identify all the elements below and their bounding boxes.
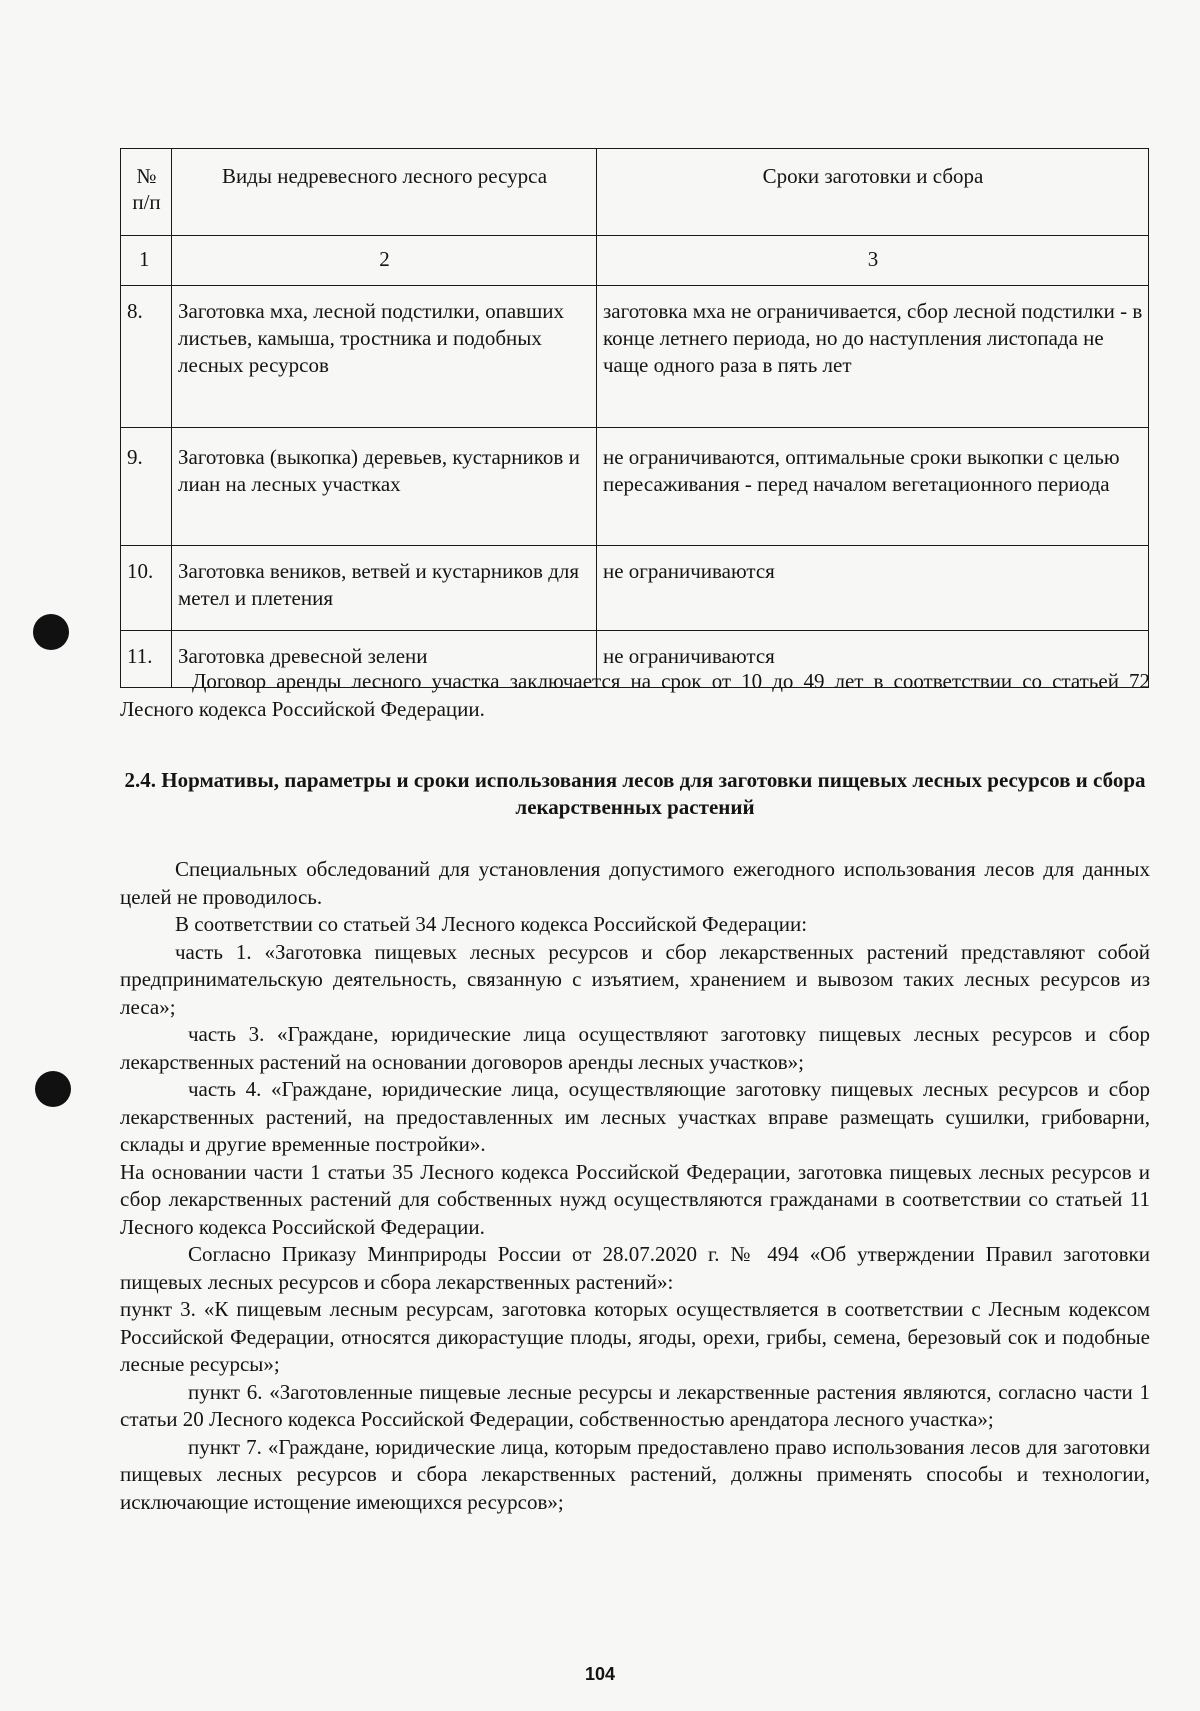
forest-resources-table xyxy=(120,148,1149,688)
row-terms: не ограничиваются xyxy=(597,631,1149,688)
row-resource: Заготовка веников, ветвей и кустарников для метел и плетения xyxy=(172,546,597,631)
section-body xyxy=(120,856,1150,1516)
table-row xyxy=(121,546,1149,631)
body-paragraph: пункт 3. «К пищевым лесным ресурсам, заготовка которых осуществляется в соответствии с Лесным кодексом Российской Федерации, относятся дикорастущие плоды, ягоды, орехи, грибы, семена, березовый сок и подобные лесные ресурсы»; xyxy=(120,1297,1150,1376)
row-terms: не ограничиваются xyxy=(597,546,1149,631)
table-row xyxy=(121,286,1149,428)
row-resource: Заготовка мха, лесной подстилки, опавших листьев, камыша, тростника и подобных лесных ресурсов xyxy=(172,286,597,428)
body-paragraph: пункт 6. «Заготовленные пищевые лесные ресурсы и лекарственные растения являются, согласно части 1 статьи 20 Лесного кодекса Российской Федерации, собственностью арендатора лесного участка»; xyxy=(120,1379,1150,1431)
table-index-row xyxy=(121,236,1149,286)
punch-hole-top xyxy=(33,614,69,650)
row-number: 8. xyxy=(121,286,172,428)
header-resource-type: Виды недревесного лесного ресурса xyxy=(172,149,597,236)
lease-term-paragraph: Договор аренды лесного участка заключается на срок от 10 до 49 лет в соответствии со статьей 72 Лесного кодекса Российской Федерации. xyxy=(120,669,1150,721)
body-paragraph: часть 3. «Граждане, юридические лица осуществляют заготовку пищевых лесных ресурсов и сбор лекарственных растений на основании договоров аренды лесных участков»; xyxy=(120,1022,1150,1074)
index-cell: 2 xyxy=(172,236,597,286)
body-paragraph: Специальных обследований для установления допустимого ежегодного использования лесов для данных целей не проводилось. xyxy=(120,857,1150,909)
row-resource: Заготовка древесной зелени xyxy=(172,631,597,688)
row-number: 11. xyxy=(121,631,172,688)
row-terms: не ограничиваются, оптимальные сроки выкопки с целью пересаживания - перед началом вегетационного периода xyxy=(597,428,1149,546)
row-number: 9. xyxy=(121,428,172,546)
body-paragraph: В соответствии со статьей 34 Лесного кодекса Российской Федерации: xyxy=(175,912,808,936)
table-row xyxy=(121,428,1149,546)
header-number: № п/п xyxy=(121,149,172,236)
index-cell: 3 xyxy=(597,236,1149,286)
row-terms: заготовка мха не ограничивается, сбор лесной подстилки - в конце летнего периода, но до наступления листопада не чаще одного раза в пять лет xyxy=(597,286,1149,428)
index-cell: 1 xyxy=(121,236,172,286)
row-number: 10. xyxy=(121,546,172,631)
page-number: 104 xyxy=(584,1664,616,1684)
body-paragraph: На основании части 1 статьи 35 Лесного кодекса Российской Федерации, заготовка пищевых лесных ресурсов и сбор лекарственных растений для собственных нужд осуществляются гражданами в соответствии со статьей 11 Лесного кодекса Российской Федерации. xyxy=(120,1159,1150,1239)
row-resource: Заготовка (выкопка) деревьев, кустарников и лиан на лесных участках xyxy=(172,428,597,546)
body-paragraph: часть 1. «Заготовка пищевых лесных ресурсов и сбор лекарственных растений представляют собой предпринимательскую деятельность, связанную с изъятием, хранением и вывозом таких лесных ресурсов из леса»; xyxy=(120,939,1150,1019)
header-terms: Сроки заготовки и сбора xyxy=(597,149,1149,236)
body-paragraph: Согласно Приказу Минприроды России от 28.07.2020 г. № 494 «Об утверждении Правил заготовки пищевых лесных ресурсов и сбора лекарственных растений»: xyxy=(120,1242,1150,1294)
body-paragraph: часть 4. «Граждане, юридические лица, осуществляющие заготовку пищевых лесных ресурсов и сбор лекарственных растений, на предоставленных им лесных участках вправе размещать сушилки, грибоварни, склады и другие временные постройки». xyxy=(120,1077,1150,1156)
section-heading: 2.4. Нормативы, параметры и сроки использования лесов для заготовки пищевых лесных ресурсов и сбора лекарственных растений xyxy=(124,768,1146,819)
punch-hole-bottom xyxy=(35,1071,71,1107)
body-paragraph: пункт 7. «Граждане, юридические лица, которым предоставлено право использования лесов для заготовки пищевых лесных ресурсов и сбора лекарственных растений, должны применять способы и технологии, исключающие истощение имеющихся ресурсов»; xyxy=(120,1434,1150,1514)
table-header-row xyxy=(121,149,1149,236)
